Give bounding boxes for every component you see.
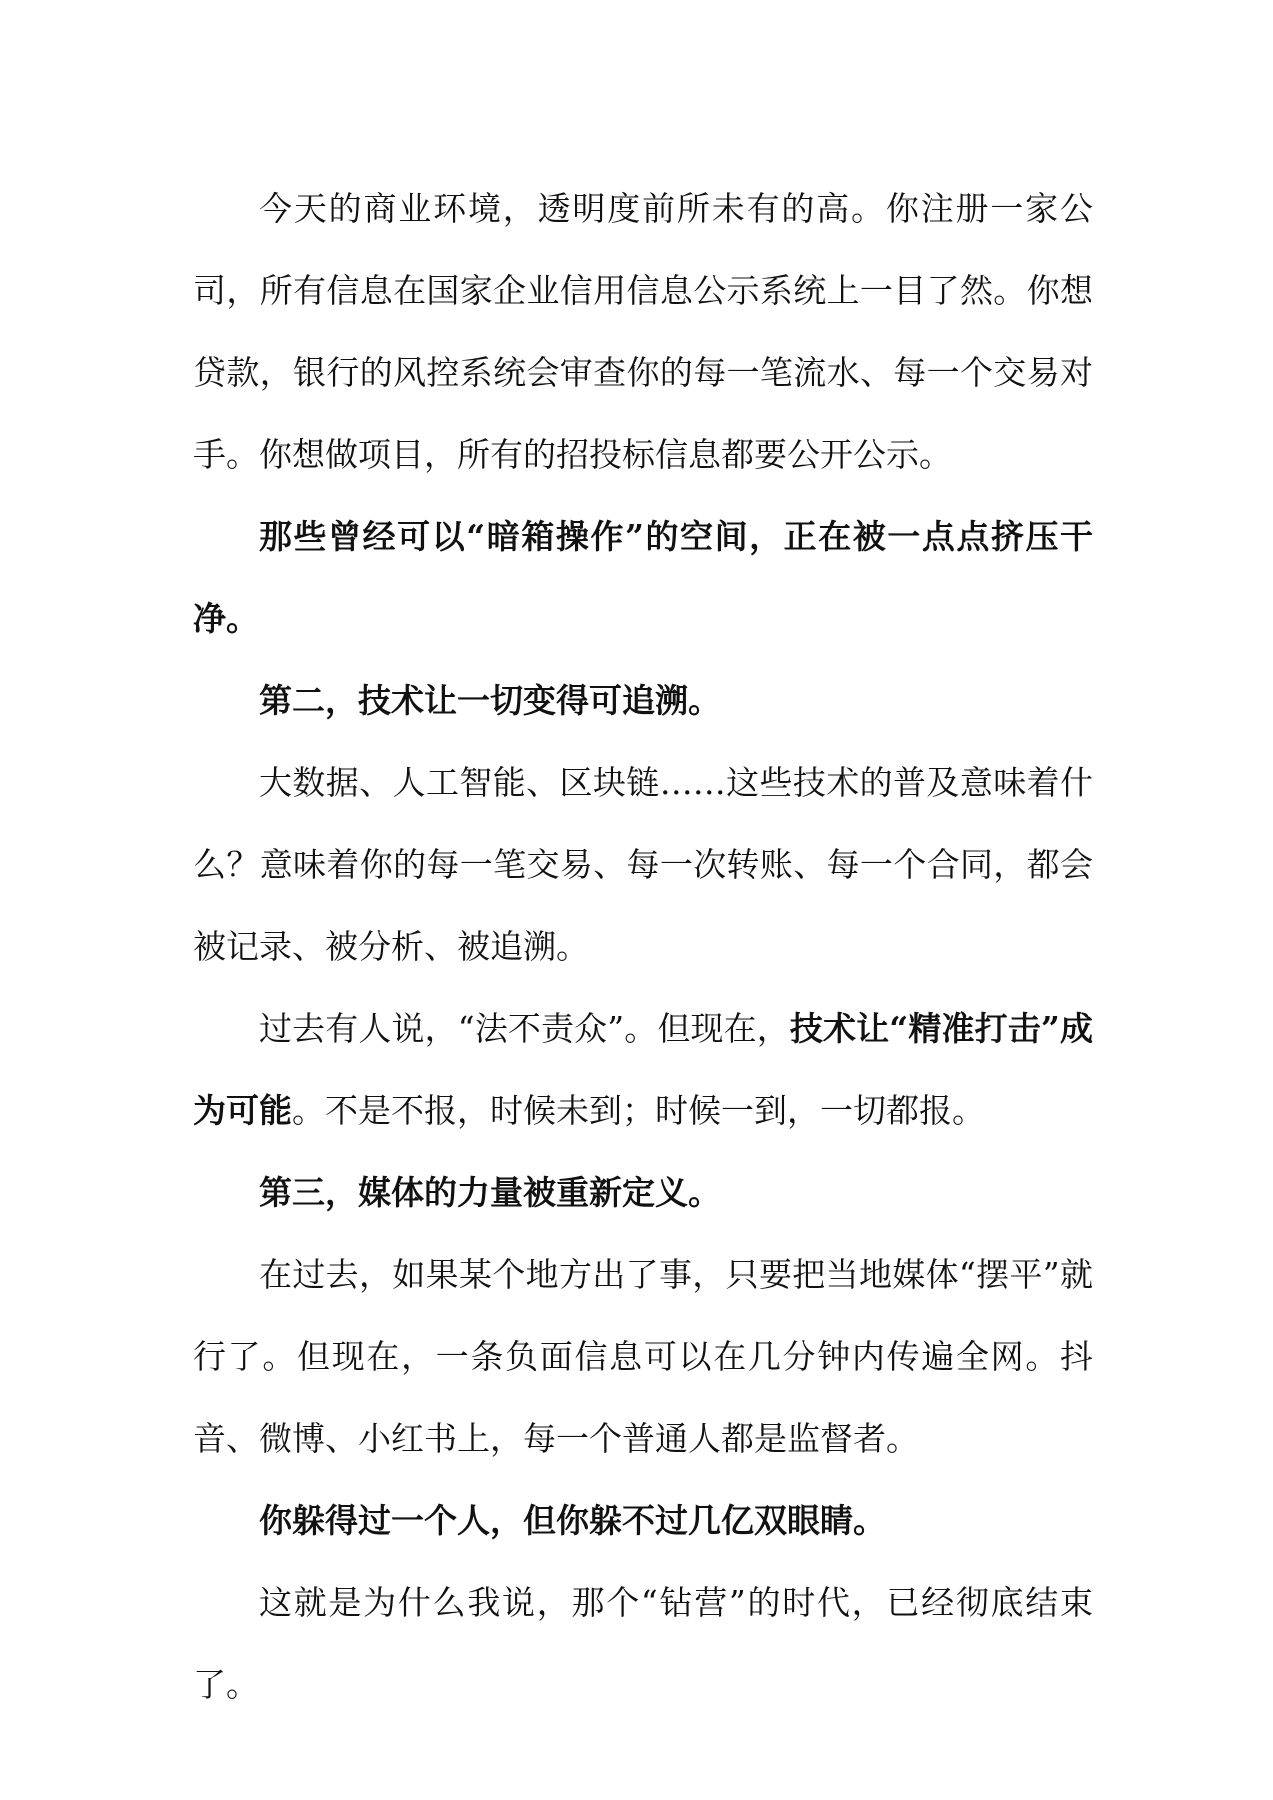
paragraph <box>193 1562 1093 1726</box>
paragraph-text: 你躲得过一个人，但你躲不过几亿双眼睛。 <box>259 1501 886 1540</box>
paragraph-text: 过去有人说，“法不责众”。但现在， <box>259 1009 790 1048</box>
paragraph-text: 今天的商业环境，透明度前所未有的高。你注册一家公司，所有信息在国家企业信用信息公示系统上一目了然。你想贷款，银行的风控系统会审查你的每一笔流水、每一个交易对手。你想做项目，所有的招投标信息都要公开公示。 <box>193 189 1093 474</box>
paragraph <box>193 742 1093 988</box>
document-body <box>193 168 1093 1726</box>
paragraph-text: 在过去，如果某个地方出了事，只要把当地媒体“摆平”就行了。但现在，一条负面信息可以在几分钟内传遍全网。抖音、微博、小红书上，每一个普通人都是监督者。 <box>193 1255 1093 1458</box>
section-heading-text: 第二，技术让一切变得可追溯。 <box>259 681 721 720</box>
section-heading <box>193 1152 1093 1234</box>
paragraph <box>193 168 1093 496</box>
paragraph-text: 。不是不报，时候未到；时候一到，一切都报。 <box>292 1091 985 1130</box>
paragraph-text: 大数据、人工智能、区块链……这些技术的普及意味着什么？意味着你的每一笔交易、每一次转账、每一个合同，都会被记录、被分析、被追溯。 <box>193 763 1093 966</box>
paragraph-text: 这就是为什么我说，那个“钻营”的时代，已经彻底结束了。 <box>193 1583 1093 1704</box>
paragraph-emphasis <box>193 496 1093 660</box>
section-heading <box>193 660 1093 742</box>
section-heading-text: 第三，媒体的力量被重新定义。 <box>259 1173 721 1212</box>
paragraph <box>193 988 1093 1152</box>
paragraph <box>193 1234 1093 1480</box>
paragraph-text: 那些曾经可以“暗箱操作”的空间，正在被一点点挤压干净。 <box>193 517 1093 638</box>
paragraph-bold-text: 技术让“精准打击”成为可能 <box>193 1009 1093 1130</box>
paragraph-emphasis <box>193 1480 1093 1562</box>
